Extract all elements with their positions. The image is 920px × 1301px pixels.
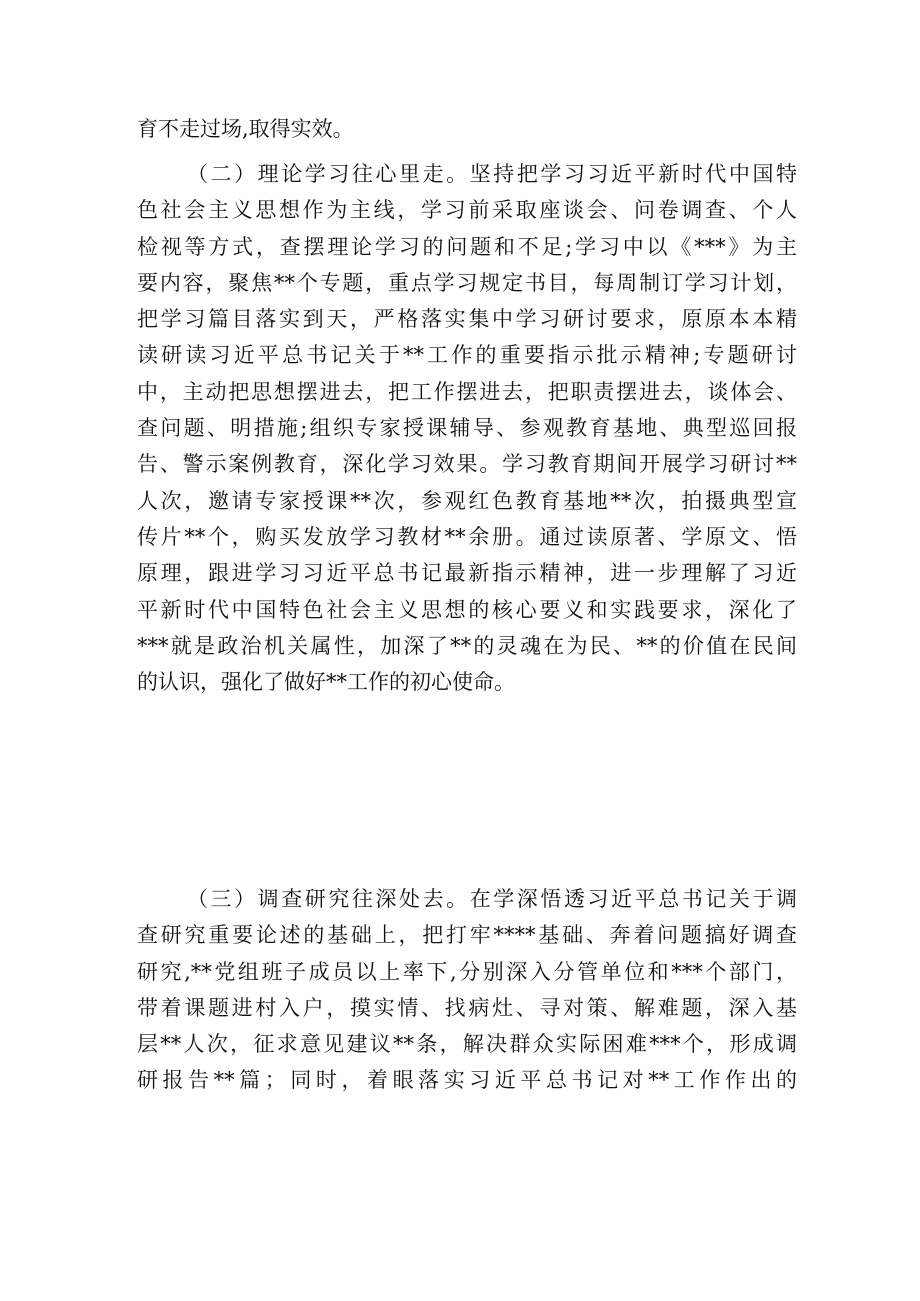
text-line: 要内容，聚焦**个专题，重点学习规定书目，每周制订学习计划，	[137, 270, 797, 295]
text-line: 中，主动把思想摆进去，把工作摆进去，把职责摆进去，谈体会、	[137, 379, 797, 404]
text-line: 带着课题进村入户，摸实情、找病灶、寻对策、解难题，深入基	[137, 995, 797, 1020]
text-line: 查研究重要论述的基础上，把打牢****基础、奔着问题搞好调查	[137, 923, 797, 948]
text-line: 研究,**党组班子成员以上率下,分别深入分管单位和***个部门，	[137, 959, 797, 984]
text-line: 告、警示案例教育，深化学习效果。学习教育期间开展学习研讨**	[137, 452, 797, 477]
text-line: （三）调查研究往深处去。在学深悟透习近平总书记关于调	[187, 887, 797, 911]
text-line: 读研读习近平总书记关于**工作的重要指示批示精神;专题研讨	[137, 343, 797, 368]
text-line: 检视等方式，查摆理论学习的问题和不足;学习中以《***》为主	[137, 234, 797, 259]
text-line: 研报告**篇；同时，着眼落实习近平总书记对**工作作出的	[137, 1068, 797, 1093]
text-line: 色社会主义思想作为主线，学习前采取座谈会、问卷调查、个人	[137, 198, 797, 223]
text-line: 查问题、明措施;组织专家授课辅导、参观教育基地、典型巡回报	[137, 416, 797, 441]
text-line: 育不走过场,取得实效。	[137, 117, 354, 141]
text-line: 人次，邀请专家授课**次，参观红色教育基地**次，拍摄典型宣	[137, 488, 797, 513]
text-line: 的认识，强化了做好**工作的初心使命。	[137, 670, 515, 695]
text-line: （二）理论学习往心里走。坚持把学习习近平新时代中国特	[187, 162, 797, 186]
text-line: 原理，跟进学习习近平总书记最新指示精神，进一步理解了习近	[137, 561, 797, 586]
text-line: ***就是政治机关属性，加深了**的灵魂在为民、**的价值在民间	[137, 633, 797, 658]
paragraph-continuation	[137, 111, 797, 147]
text-line: 平新时代中国特色社会主义思想的核心要义和实践要求，深化了	[137, 597, 797, 622]
text-line: 传片**个，购买发放学习教材**余册。通过读原著、学原文、悟	[137, 524, 797, 549]
text-line: 把学习篇目落实到天，严格落实集中学习研讨要求，原原本本精	[137, 307, 797, 332]
paragraph-investigation-research	[137, 881, 797, 1099]
text-line: 层**人次，征求意见建议**条，解决群众实际困难***个，形成调	[137, 1032, 797, 1057]
paragraph-theory-study	[137, 156, 797, 700]
